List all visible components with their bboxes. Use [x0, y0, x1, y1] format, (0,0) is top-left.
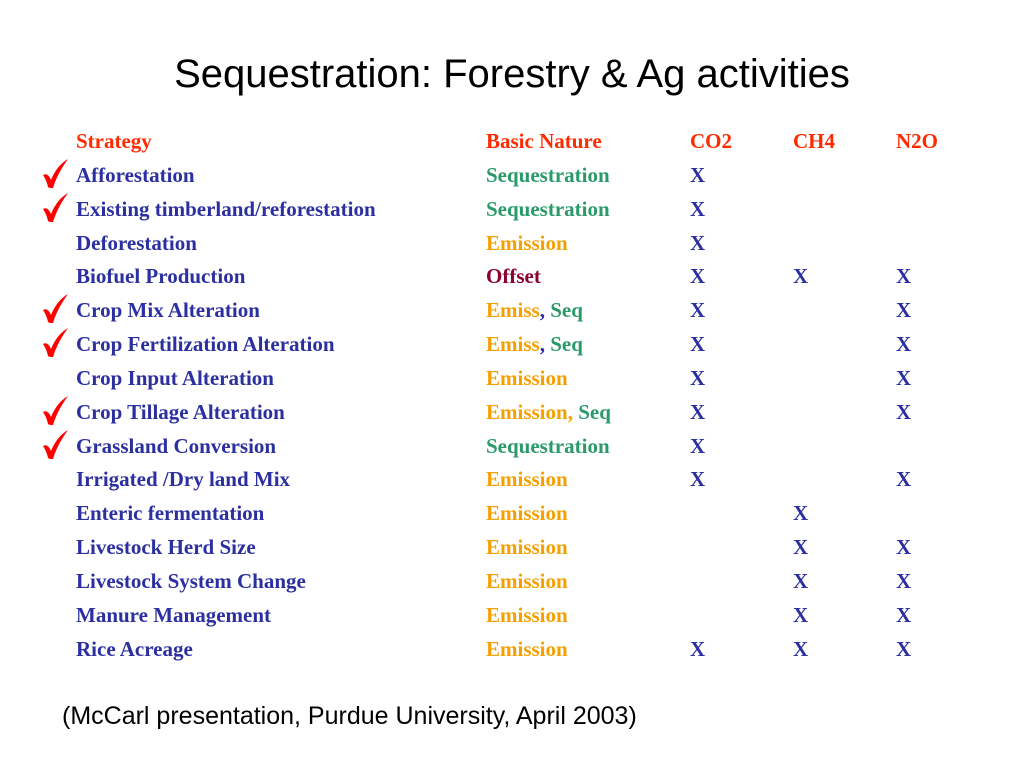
strategy-cell: Existing timberland/reforestation	[76, 196, 376, 221]
strategy-cell: Livestock Herd Size	[76, 535, 256, 560]
basic-nature-segment: Emission	[486, 501, 568, 526]
table-row	[0, 259, 1024, 293]
checkmark-icon	[40, 327, 70, 359]
basic-nature-segment: Seq	[550, 332, 583, 357]
n2o-mark: X	[896, 399, 912, 424]
n2o-mark: X	[896, 264, 912, 289]
strategy-table	[0, 124, 1024, 666]
basic-nature-segment: Emission	[486, 568, 568, 593]
table-body	[0, 158, 1024, 666]
table-row	[0, 564, 1024, 598]
basic-nature-segment: Emiss	[486, 298, 540, 323]
header-co2: CO2	[690, 129, 732, 153]
table-row	[0, 462, 1024, 496]
co2-mark: X	[690, 433, 706, 458]
checkmark-icon	[40, 293, 70, 325]
table-header-row	[0, 124, 1024, 158]
basic-nature-cell	[486, 194, 610, 224]
co2-mark: X	[690, 399, 706, 424]
n2o-mark: X	[896, 636, 912, 661]
n2o-mark: X	[896, 332, 912, 357]
header-basic-nature: Basic Nature	[486, 129, 602, 153]
basic-nature-cell	[486, 363, 568, 393]
strategy-cell: Crop Fertilization Alteration	[76, 332, 335, 357]
strategy-cell: Biofuel Production	[76, 264, 246, 289]
n2o-mark: X	[896, 568, 912, 593]
header-n2o: N2O	[896, 129, 938, 153]
basic-nature-cell	[486, 160, 610, 190]
basic-nature-cell	[486, 498, 568, 528]
n2o-mark: X	[896, 602, 912, 627]
basic-nature-segment: Emission	[486, 467, 568, 492]
basic-nature-cell	[486, 329, 583, 359]
ch4-mark: X	[793, 636, 809, 661]
strategy-cell: Crop Tillage Alteration	[76, 399, 285, 424]
table-row	[0, 361, 1024, 395]
basic-nature-cell	[486, 295, 583, 325]
basic-nature-segment: Sequestration	[486, 162, 610, 187]
strategy-cell: Irrigated /Dry land Mix	[76, 467, 291, 492]
n2o-mark: X	[896, 467, 912, 492]
basic-nature-cell	[486, 566, 568, 596]
strategy-cell: Afforestation	[76, 162, 195, 187]
basic-nature-segment: Seq	[550, 298, 583, 323]
ch4-mark: X	[793, 602, 809, 627]
basic-nature-cell	[486, 634, 568, 664]
n2o-mark: X	[896, 365, 912, 390]
strategy-cell: Deforestation	[76, 230, 197, 255]
n2o-mark: X	[896, 535, 912, 560]
ch4-mark: X	[793, 568, 809, 593]
header-strategy: Strategy	[76, 129, 152, 153]
basic-nature-segment: Emiss	[486, 332, 540, 357]
table-row	[0, 327, 1024, 361]
basic-nature-segment: Seq	[578, 399, 611, 424]
strategy-cell: Livestock System Change	[76, 568, 306, 593]
basic-nature-segment: Emission	[486, 535, 568, 560]
strategy-cell: Crop Mix Alteration	[76, 298, 260, 323]
table-row	[0, 226, 1024, 260]
strategy-cell: Grassland Conversion	[76, 433, 277, 458]
basic-nature-segment: Sequestration	[486, 196, 610, 221]
basic-nature-cell	[486, 397, 611, 427]
co2-mark: X	[690, 230, 706, 255]
co2-mark: X	[690, 365, 706, 390]
co2-mark: X	[690, 467, 706, 492]
co2-mark: X	[690, 332, 706, 357]
co2-mark: X	[690, 264, 706, 289]
basic-nature-segment: Emission	[486, 365, 568, 390]
slide-title: Sequestration: Forestry & Ag activities	[174, 52, 850, 96]
basic-nature-segment: ,	[539, 332, 551, 357]
checkmark-icon	[40, 395, 70, 427]
table-row	[0, 496, 1024, 530]
basic-nature-segment: Emission	[486, 602, 568, 627]
co2-mark: X	[690, 298, 706, 323]
basic-nature-segment: Sequestration	[486, 433, 610, 458]
basic-nature-segment: Emission	[486, 636, 568, 661]
basic-nature-cell	[486, 261, 541, 291]
table-row	[0, 158, 1024, 192]
strategy-cell: Rice Acreage	[76, 636, 193, 661]
basic-nature-cell	[486, 532, 568, 562]
basic-nature-cell	[486, 600, 568, 630]
table-row	[0, 293, 1024, 327]
n2o-mark: X	[896, 298, 912, 323]
ch4-mark: X	[793, 535, 809, 560]
table-row	[0, 632, 1024, 666]
table-row	[0, 395, 1024, 429]
source-caption: (McCarl presentation, Purdue University, April 2003)	[62, 702, 637, 730]
table-row	[0, 429, 1024, 463]
strategy-cell: Manure Management	[76, 602, 271, 627]
basic-nature-segment: Emission,	[486, 399, 579, 424]
basic-nature-segment: Offset	[486, 264, 541, 289]
table-row	[0, 192, 1024, 226]
co2-mark: X	[690, 636, 706, 661]
co2-mark: X	[690, 162, 706, 187]
basic-nature-cell	[486, 228, 568, 258]
table-row	[0, 530, 1024, 564]
basic-nature-cell	[486, 464, 568, 494]
ch4-mark: X	[793, 501, 809, 526]
basic-nature-segment: ,	[539, 298, 551, 323]
strategy-cell: Enteric fermentation	[76, 501, 265, 526]
basic-nature-segment: Emission	[486, 230, 568, 255]
header-ch4: CH4	[793, 129, 835, 153]
ch4-mark: X	[793, 264, 809, 289]
strategy-cell: Crop Input Alteration	[76, 365, 274, 390]
checkmark-icon	[40, 429, 70, 461]
table-row	[0, 598, 1024, 632]
checkmark-icon	[40, 158, 70, 190]
basic-nature-cell	[486, 431, 610, 461]
co2-mark: X	[690, 196, 706, 221]
checkmark-icon	[40, 192, 70, 224]
